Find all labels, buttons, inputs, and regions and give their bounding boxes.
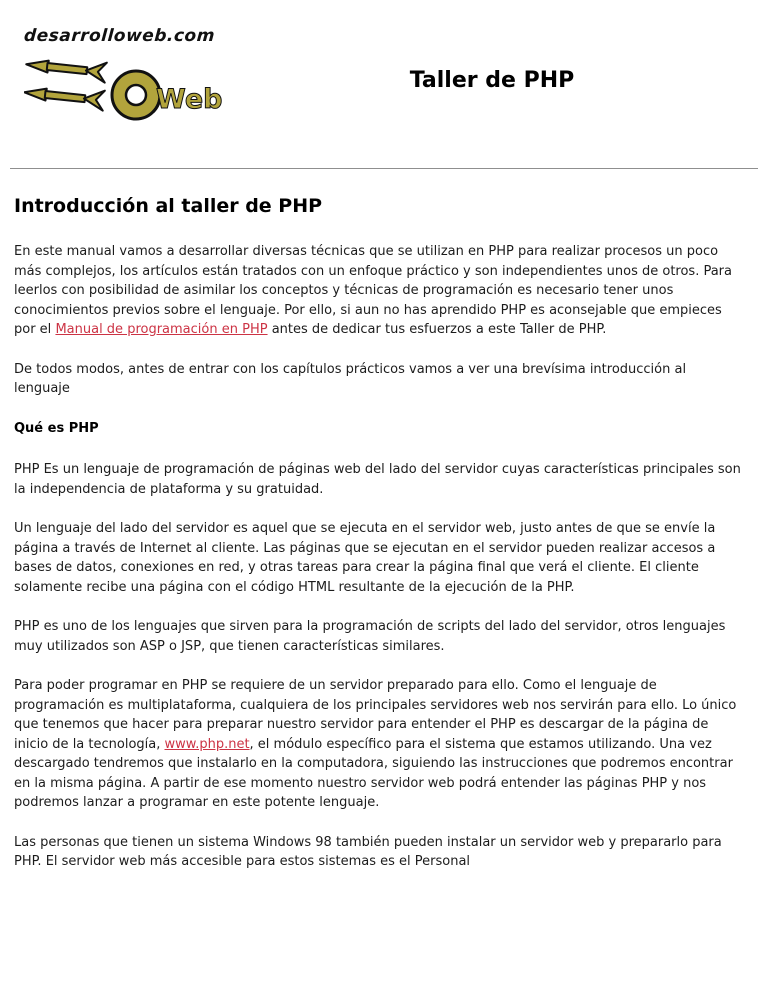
p6-text-after: , el módulo específico para el sistema que estamos utilizando. Una vez descargado tendremos que instalarlo en la computadora, siguiendo las instrucciones que podremos encontrar en la misma página. A partir de ese momento nuestro servidor web podrá entender las páginas PHP y nos podremos lanzar a programar en este potente lenguaje. [14, 736, 733, 810]
page-header [0, 0, 768, 136]
p6-text-before: Para poder programar en PHP se requiere de un servidor preparado para ello. Como el lenguaje de programación es multiplataforma, cualquiera de los principales servidores web nos servirán para ello. Lo único que tenemos que hacer para preparar nuestro servidor para entender el PHP es descargar de la página de inicio de la tecnología, [14, 678, 737, 752]
paragraph-windows-98: Las personas que tienen un sistema Windows 98 también pueden instalar un servidor web y prepararlo para PHP. El servidor web más accesible para estos sistemas es el Personal [14, 834, 722, 869]
p1-text-after: antes de dedicar tus esfuerzos a este Taller de PHP. [267, 322, 607, 337]
php-net-link[interactable]: www.php.net [164, 736, 250, 752]
document-title: Taller de PHP [409, 68, 575, 93]
paragraph-server-side: Un lenguaje del lado del servidor es aquel que se ejecuta en el servidor web, justo antes de que se envíe la página a través de Internet al cliente. Las páginas que se ejecutan en el servidor pueden realizar accesos a bases de datos, conexiones en red, y otras tareas para crear la página final que verá el cliente. El cliente solamente recibe una página con el código HTML resultante de la ejecución de la PHP. [14, 521, 716, 595]
p1-text-before: En este manual vamos a desarrollar diversas técnicas que se utilizan en PHP para realizar procesos un poco más complejos, los artículos están tratados con un enfoque práctico y son independientes unos de otros. Para leerlos con posibilidad de asimilar los conceptos y técnicas de programación es necesario tener unos conocimientos previos sobre el lenguaje. Por ello, si aun no has aprendido PHP es aconsejable que empieces por el [14, 244, 732, 337]
manual-programacion-php-link[interactable]: Manual de programación en PHP [55, 322, 268, 337]
logo-web-word: Web [156, 84, 223, 115]
title-area [236, 26, 748, 93]
darts-at-web-logo-icon [24, 51, 226, 131]
section-heading: Introducción al taller de PHP [14, 195, 323, 217]
paragraph-intro-1 [14, 242, 746, 340]
logo-wordmark: desarrolloweb.com [23, 26, 216, 46]
desarrolloweb-logo [24, 26, 236, 131]
paragraph-other-languages: PHP es uno de los lenguajes que sirven para la programación de scripts del lado del servidor, otros lenguajes muy utilizados son ASP o JSP, que tienen características similares. [14, 619, 726, 654]
article-body [0, 169, 768, 872]
paragraph-server-setup [14, 676, 746, 813]
paragraph-php-definition: PHP Es un lenguaje de programación de páginas web del lado del servidor cuyas características principales son la independencia de plataforma y su gratuidad. [14, 462, 741, 497]
paragraph-intro-2: De todos modos, antes de entrar con los capítulos prácticos vamos a ver una brevísima introducción al lenguaje [14, 361, 687, 396]
subheading-que-es-php: Qué es PHP [14, 420, 99, 436]
